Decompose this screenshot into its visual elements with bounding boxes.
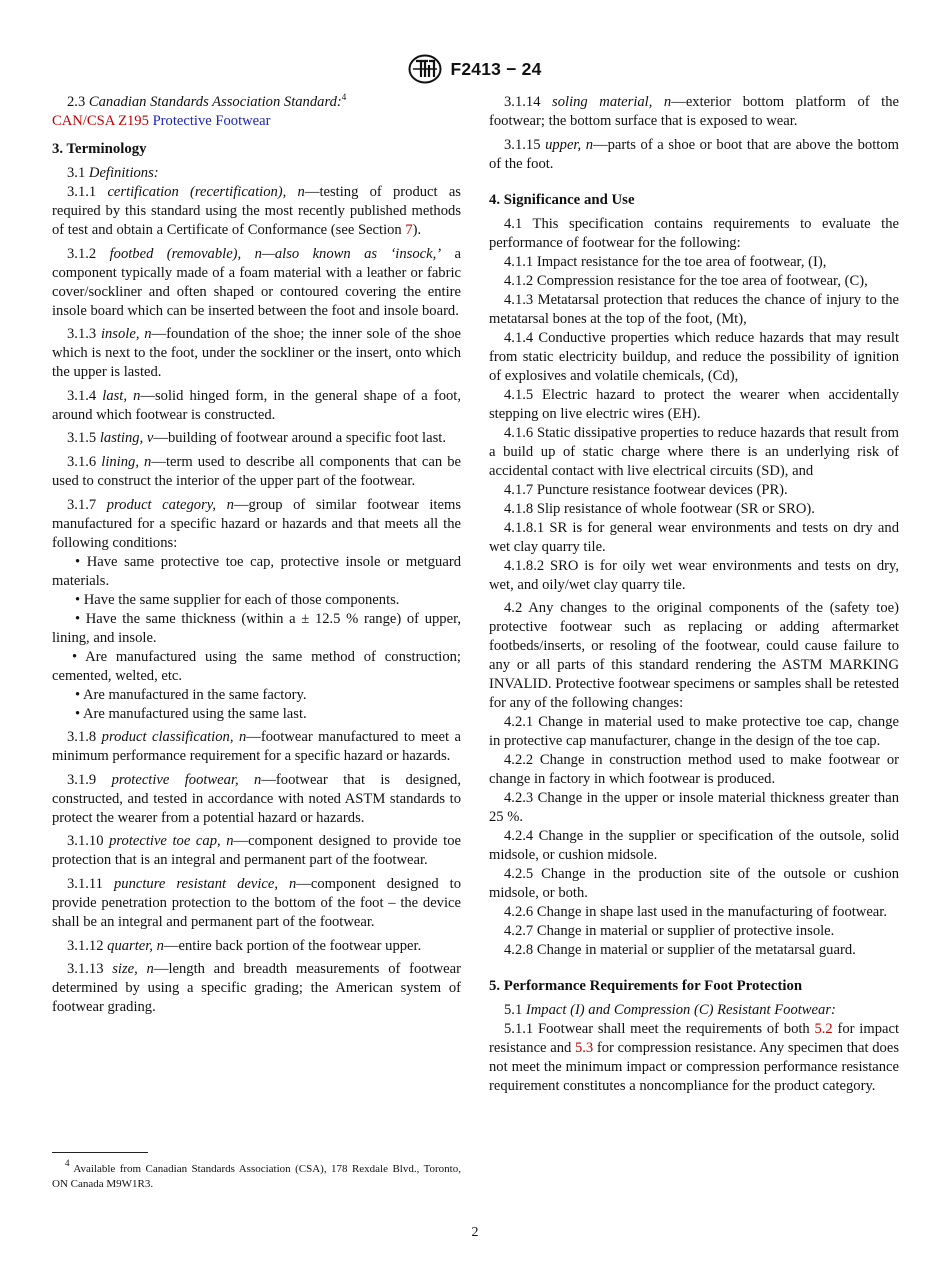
paragraph-4-1-8-1: 4.1.8.1 SR is for general wear environments and tests on dry and wet clay quarry tile. — [489, 519, 899, 555]
left-column — [52, 93, 461, 1022]
definition-3-1-5: 3.1.5 lasting, v—building of footwear around a specific foot last. — [67, 430, 446, 447]
paragraph-4-2-5: 4.2.5 Change in the production site of the outsole or cushion midsole, or both. — [489, 866, 899, 902]
definition-3-1-6: 3.1.6 lining, n—term used to describe all components that can be used to construct the interior of the upper part of the footwear. — [52, 453, 461, 489]
paragraph-4-1-5: 4.1.5 Electric hazard to protect the wearer when accidentally stepping on live electric wires (EH). — [489, 386, 899, 422]
section-3-1: 3.1 Definitions: — [67, 165, 159, 181]
paragraph-4-1-1: 4.1.1 Impact resistance for the toe area of footwear, (I), — [504, 253, 827, 270]
document-id: F2413 − 24 — [450, 58, 542, 79]
paragraph-4-1-4: 4.1.4 Conductive properties which reduce hazards that may result from static electricity buildup, and reduce the possibility of ignition of explosives and volatile chemicals, (Cd), — [489, 329, 899, 384]
paragraph-4-1-2: 4.1.2 Compression resistance for the toe area of footwear, (C), — [504, 272, 868, 289]
paragraph-4-1-7: 4.1.7 Puncture resistance footwear devices (PR). — [504, 481, 788, 498]
list-item: • Are manufactured using the same last. — [75, 705, 307, 722]
paragraph-4-2-2: 4.2.2 Change in construction method used to make footwear or change in factory in which footwear is produced. — [489, 752, 899, 788]
standard-title-link[interactable]: Protective Footwear — [152, 113, 271, 129]
paragraph-4-2-1: 4.2.1 Change in material used to make protective toe cap, change in protective cap manufacturer, change in the design of the toe cap. — [489, 714, 899, 750]
paragraph-4-2: 4.2 Any changes to the original components of the (safety toe) protective footwear such as replacing or adding aftermarket footbeds/inserts, or resoling of the footwear, could cause failure to any or all parts of this standard rendering the ASTM MARKING INVALID. Protective footwear specimens or samples shall be retested for any of the following changes: — [489, 600, 899, 712]
footnote-divider — [52, 1152, 148, 1153]
section-5-3-link[interactable]: 5.3 — [574, 1040, 594, 1057]
definition-3-1-10: 3.1.10 protective toe cap, n—component designed to provide toe protection that is an integral and permanent part of the footwear. — [52, 833, 461, 869]
section-4-heading: 4. Significance and Use — [489, 191, 635, 208]
definition-3-1-8: 3.1.8 product classification, n—footwear manufactured to meet a minimum performance requirement for a specific hazard or hazards. — [52, 729, 461, 765]
paragraph-4-1-3: 4.1.3 Metatarsal protection that reduces the chance of injury to the metatarsal bones at the top of the foot, (Mt), — [489, 291, 899, 327]
definition-3-1-14: 3.1.14 soling material, n—exterior bottom platform of the footwear; the bottom surface that is exposed to wear. — [489, 94, 900, 129]
definition-3-1-9: 3.1.9 protective footwear, n—footwear that is designed, constructed, and tested in accordance with noted ASTM standards to protect the wearer from a potential hazard or hazards. — [52, 771, 461, 826]
standard-link[interactable]: CAN/CSA Z195 — [52, 113, 149, 129]
paragraph-4-1-6: 4.1.6 Static dissipative properties to reduce hazards that result from a build up of static charge where there is an underlying risk of accidental contact with live electrical circuits (SD), and — [489, 424, 899, 479]
definition-3-1-7: 3.1.7 product category, n—group of similar footwear items manufactured for a specific hazard or hazards and that meets all the following conditions: — [52, 496, 461, 551]
definition-3-1-12: 3.1.12 quarter, n—entire back portion of the footwear upper. — [67, 937, 422, 954]
paragraph-4-1: 4.1 This specification contains requirements to evaluate the performance of footwear for the following: — [489, 215, 899, 251]
section-7-link[interactable]: 7 — [405, 222, 413, 238]
paragraph-4-2-7: 4.2.7 Change in material or supplier of protective insole. — [504, 923, 835, 940]
section-3-heading: 3. Terminology — [52, 141, 147, 157]
definition-3-1-2: 3.1.2 footbed (removable), n—also known as ‘insock,’ a component typically made of a foam material with a leather or fabric cover/sockliner and often shaped or contoured covering the entire insole board which can be inserted between the foot and insole board. — [52, 245, 461, 319]
right-column — [489, 93, 899, 1096]
definition-3-1-11: 3.1.11 puncture resistant device, n—component designed to provide penetration protection to the bottom of the foot – the device shall be an integral and permanent part of the footwear. — [52, 875, 461, 930]
definition-3-1-3: 3.1.3 insole, n—foundation of the shoe; the inner sole of the shoe which is next to the foot, under the sockliner or the insert, onto which the upper is lasted. — [52, 326, 461, 381]
paragraph-4-2-6: 4.2.6 Change in shape last used in the manufacturing of footwear. — [504, 904, 887, 921]
paragraph-4-2-3: 4.2.3 Change in the upper or insole material thickness greater than 25 %. — [489, 790, 899, 826]
definition-3-1-1: 3.1.1 certification (recertification), n—testing of product as required by this standard using the most recently published methods of test and obtain a Certificate of Conformance (see Section 7). — [52, 184, 461, 238]
paragraph-4-1-8-2: 4.1.8.2 SRO is for oily wet wear environments and tests on dry, wet, and oily/wet clay quarry tile. — [489, 557, 899, 593]
section-5-2-link[interactable]: 5.2 — [814, 1021, 833, 1038]
section-5-1: 5.1 Impact (I) and Compression (C) Resistant Footwear: — [504, 1002, 836, 1019]
list-item: • Have the same supplier for each of those components. — [75, 591, 400, 608]
definition-3-1-13: 3.1.13 size, n—length and breadth measurements of footwear determined by using a specific grading; the American system of footwear grading. — [52, 961, 461, 1016]
list-item: • Have the same thickness (within a ± 12.5 % range) of upper, lining, and insole. — [52, 610, 461, 646]
definition-3-1-15: 3.1.15 upper, n—parts of a shoe or boot that are above the bottom of the foot. — [489, 136, 899, 172]
paragraph-4-2-4: 4.2.4 Change in the supplier or specification of the outsole, solid midsole, or cushion midsole. — [489, 828, 899, 864]
list-item: • Are manufactured using the same method of construction; cemented, welted, etc. — [52, 648, 461, 684]
section-2-3: 2.3 Canadian Standards Association Standard:$^4$ — [67, 92, 347, 110]
list-item: • Have same protective toe cap, protective insole or metguard materials. — [52, 553, 461, 589]
paragraph-4-1-8: 4.1.8 Slip resistance of whole footwear (SR or SRO). — [504, 500, 815, 517]
footnote: $^4$ Available from Canadian Standards Association (CSA), 178 Rexdale Blvd., Toronto, ON Canada M9W1R3. — [52, 1158, 461, 1190]
paragraph-4-2-8: 4.2.8 Change in material or supplier of the metatarsal guard. — [504, 942, 856, 959]
definition-3-1-4: 3.1.4 last, n—solid hinged form, in the general shape of a foot, around which footwear is constructed. — [52, 387, 462, 423]
paragraph-5-1-1: 5.1.1 Footwear shall meet the requirements of both 5.2 for impact resistance and 5.3 for compression resistance. Any specimen that does not meet the minimum impact or compression performance resistance requirement constitutes a noncompliance for the product category. — [489, 1021, 900, 1095]
standard-reference — [52, 112, 461, 131]
page-header — [0, 52, 950, 86]
astm-logo-icon — [408, 54, 442, 84]
section-5-heading: 5. Performance Requirements for Foot Protection — [489, 978, 803, 995]
page-number: 2 — [471, 1225, 479, 1240]
list-item: • Are manufactured in the same factory. — [75, 686, 307, 703]
